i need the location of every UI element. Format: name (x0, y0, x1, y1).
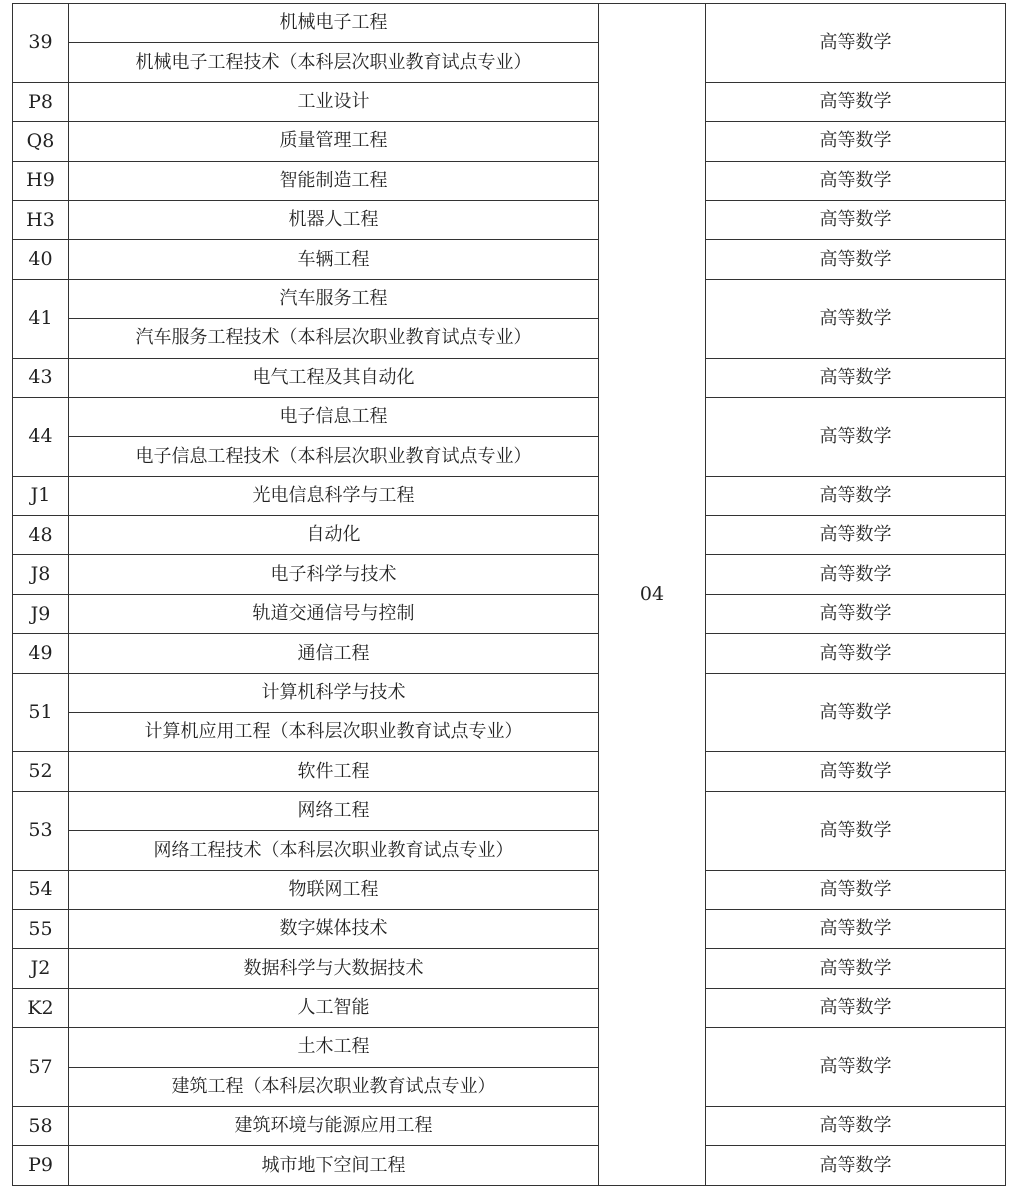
exam-subject: 高等数学 (706, 594, 1006, 633)
major-name: 物联网工程 (69, 870, 599, 909)
table-row (13, 594, 1006, 633)
major-code: 54 (13, 870, 69, 909)
table-row (13, 240, 1006, 279)
table-row (13, 634, 1006, 673)
major-name: 计算机科学与技术 (69, 673, 599, 712)
table-row (13, 82, 1006, 121)
exam-subject: 高等数学 (706, 397, 1006, 476)
major-name: 计算机应用工程（本科层次职业教育试点专业） (69, 713, 599, 752)
major-name: 自动化 (69, 516, 599, 555)
table-row (13, 200, 1006, 239)
table-row (13, 870, 1006, 909)
exam-subject: 高等数学 (706, 634, 1006, 673)
exam-subject: 高等数学 (706, 949, 1006, 988)
exam-subject: 高等数学 (706, 279, 1006, 358)
major-name: 建筑环境与能源应用工程 (69, 1106, 599, 1145)
exam-subject: 高等数学 (706, 476, 1006, 515)
major-code: 57 (13, 1028, 69, 1107)
major-code: 58 (13, 1106, 69, 1145)
major-name: 数字媒体技术 (69, 909, 599, 948)
major-name: 光电信息科学与工程 (69, 476, 599, 515)
major-name: 软件工程 (69, 752, 599, 791)
major-code: 48 (13, 516, 69, 555)
table-row (13, 122, 1006, 161)
table-row (13, 516, 1006, 555)
table-row (13, 476, 1006, 515)
major-name: 汽车服务工程技术（本科层次职业教育试点专业） (69, 319, 599, 358)
major-code: 44 (13, 397, 69, 476)
exam-subject: 高等数学 (706, 909, 1006, 948)
table-row (13, 909, 1006, 948)
major-name: 城市地下空间工程 (69, 1146, 599, 1185)
major-name: 电气工程及其自动化 (69, 358, 599, 397)
exam-subject: 高等数学 (706, 122, 1006, 161)
table-row (13, 988, 1006, 1027)
table-row (13, 1146, 1006, 1185)
table-row (13, 1106, 1006, 1145)
major-name: 机械电子工程技术（本科层次职业教育试点专业） (69, 43, 599, 82)
exam-subject: 高等数学 (706, 82, 1006, 121)
exam-subject: 高等数学 (706, 673, 1006, 752)
exam-subject: 高等数学 (706, 240, 1006, 279)
major-name: 人工智能 (69, 988, 599, 1027)
table-row (13, 279, 1006, 318)
exam-subject: 高等数学 (706, 358, 1006, 397)
table-row (13, 1028, 1006, 1067)
table-row (13, 752, 1006, 791)
major-code: H9 (13, 161, 69, 200)
table-row (13, 791, 1006, 830)
major-name: 工业设计 (69, 82, 599, 121)
major-code: J8 (13, 555, 69, 594)
major-name: 智能制造工程 (69, 161, 599, 200)
major-name: 数据科学与大数据技术 (69, 949, 599, 988)
exam-subject: 高等数学 (706, 988, 1006, 1027)
table-row (13, 161, 1006, 200)
major-code: 41 (13, 279, 69, 358)
major-code: 43 (13, 358, 69, 397)
major-code: 40 (13, 240, 69, 279)
major-code: J2 (13, 949, 69, 988)
major-name: 汽车服务工程 (69, 279, 599, 318)
major-name: 电子信息工程技术（本科层次职业教育试点专业） (69, 437, 599, 476)
table-row (13, 397, 1006, 436)
major-name: 网络工程 (69, 791, 599, 830)
table-row (13, 4, 1006, 43)
exam-subject: 高等数学 (706, 161, 1006, 200)
major-code: P8 (13, 82, 69, 121)
major-name: 电子信息工程 (69, 397, 599, 436)
major-code: 51 (13, 673, 69, 752)
major-name: 通信工程 (69, 634, 599, 673)
major-code: J9 (13, 594, 69, 633)
major-code: 49 (13, 634, 69, 673)
exam-subject: 高等数学 (706, 1028, 1006, 1107)
major-name: 轨道交通信号与控制 (69, 594, 599, 633)
exam-subject: 高等数学 (706, 1146, 1006, 1185)
major-name: 机械电子工程 (69, 4, 599, 43)
major-code: 55 (13, 909, 69, 948)
major-name: 机器人工程 (69, 200, 599, 239)
table-row (13, 673, 1006, 712)
major-name: 质量管理工程 (69, 122, 599, 161)
major-name: 网络工程技术（本科层次职业教育试点专业） (69, 831, 599, 870)
major-code: J1 (13, 476, 69, 515)
exam-subject: 高等数学 (706, 870, 1006, 909)
major-code: K2 (13, 988, 69, 1027)
exam-subject: 高等数学 (706, 4, 1006, 83)
exam-subject: 高等数学 (706, 791, 1006, 870)
exam-subject: 高等数学 (706, 752, 1006, 791)
major-name: 土木工程 (69, 1028, 599, 1067)
group-code: 04 (599, 4, 706, 1186)
table-row (13, 358, 1006, 397)
exam-subject: 高等数学 (706, 555, 1006, 594)
major-code: Q8 (13, 122, 69, 161)
major-name: 电子科学与技术 (69, 555, 599, 594)
major-code: H3 (13, 200, 69, 239)
major-name: 车辆工程 (69, 240, 599, 279)
exam-subject: 高等数学 (706, 516, 1006, 555)
table-row (13, 555, 1006, 594)
major-code: 53 (13, 791, 69, 870)
table-row (13, 949, 1006, 988)
major-code: 52 (13, 752, 69, 791)
exam-subject: 高等数学 (706, 200, 1006, 239)
major-name: 建筑工程（本科层次职业教育试点专业） (69, 1067, 599, 1106)
major-table (12, 3, 1006, 1186)
major-code: 39 (13, 4, 69, 83)
major-code: P9 (13, 1146, 69, 1185)
exam-subject: 高等数学 (706, 1106, 1006, 1145)
